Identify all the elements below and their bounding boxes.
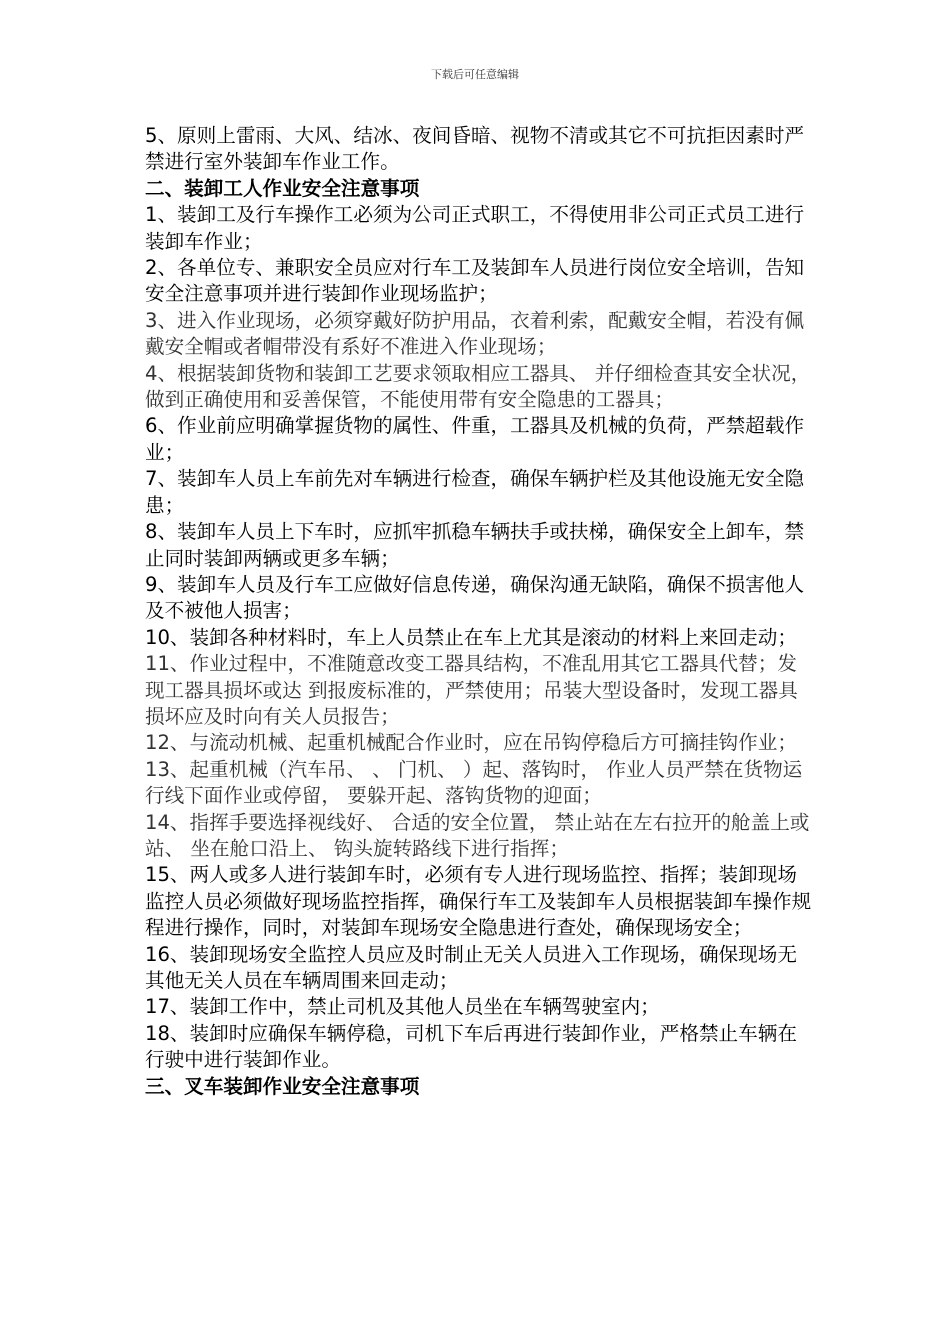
list-item-7: 7、装卸车人员上车前先对车辆进行检查，确保车辆护栏及其他设施无安全隐患； bbox=[145, 467, 805, 517]
list-item-6: 6、作业前应明确掌握货物的属性、件重，工器具及机械的负荷，严禁超载作业； bbox=[145, 414, 805, 464]
page-header: 下载后可任意编辑 bbox=[431, 68, 519, 81]
list-item-12: 12、与流动机械、起重机械配合作业时，应在吊钩停稳后方可摘挂钩作业； bbox=[145, 731, 797, 755]
document-body bbox=[145, 123, 815, 1100]
list-item-14: 14、指挥手要选择视线好、 合适的安全位置， 禁止站在左右拉开的舱盖上或站、 坐在舱口沿上、 钩头旋转路线下进行指挥； bbox=[145, 810, 810, 860]
section-heading-2: 二、装卸工人作业安全注意事项 bbox=[145, 176, 420, 200]
list-item-17: 17、装卸工作中，禁止司机及其他人员坐在车辆驾驶室内； bbox=[145, 995, 660, 1019]
list-item-15: 15、两人或多人进行装卸车时，必须有专人进行现场监控、指挥；装卸现场监控人员必须做好现场监控指挥，确保行车工及装卸车人员根据装卸车操作规程进行操作，同时，对装卸车现场安全隐患进行查处，确保现场安全； bbox=[145, 863, 812, 940]
list-item-3: 3、进入作业现场，必须穿戴好防护用品，衣着利索，配戴安全帽，若没有佩戴安全帽或者帽带没有系好不准进入作业现场； bbox=[145, 308, 805, 359]
list-item-11: 11、作业过程中，不准随意改变工器具结构，不准乱用其它工器具代替；发现工器具损坏或达 到报废标准的，严禁使用；吊装大型设备时，发现工器具损坏应及时向有关人员报告； bbox=[145, 652, 798, 728]
list-item-18: 18、装卸时应确保车辆停稳，司机下车后再进行装卸作业，严格禁止车辆在行驶中进行装卸作业。 bbox=[145, 1021, 797, 1072]
list-item-4: 4、根据装卸货物和装卸工艺要求领取相应工器具、 并仔细检查其安全状况， 做到正确使用和妥善保管，不能使用带有安全隐患的工器具； bbox=[145, 361, 811, 412]
list-item-9: 9、装卸车人员及行车工应做好信息传递，确保沟通无缺陷，确保不损害他人及不被他人损害； bbox=[145, 572, 805, 623]
list-item-1: 1、装卸工及行车操作工必须为公司正式职工，不得使用非公司正式员工进行装卸车作业； bbox=[145, 203, 805, 253]
list-item-8: 8、装卸车人员上下车时，应抓牢抓稳车辆扶手或扶梯，确保安全上卸车，禁止同时装卸两辆或更多车辆； bbox=[145, 520, 805, 570]
section-heading-3: 三、叉车装卸作业安全注意事项 bbox=[145, 1074, 420, 1098]
list-item-13: 13、起重机械（汽车吊、 、 门机、 ）起、落钩时， 作业人员严禁在货物运行线下面作业或停留， 要躲开起、落钩货物的迎面； bbox=[145, 757, 803, 808]
list-item-2: 2、各单位专、兼职安全员应对行车工及装卸车人员进行岗位安全培训，告知安全注意事项并进行装卸作业现场监护； bbox=[145, 256, 805, 306]
paragraph-item-5: 5、原则上雷雨、大风、结冰、夜间昏暗、视物不清或其它不可抗拒因素时严禁进行室外装卸车作业工作。 bbox=[145, 124, 805, 174]
list-item-16: 16、装卸现场安全监控人员应及时制止无关人员进入工作现场，确保现场无其他无关人员在车辆周围来回走动； bbox=[145, 942, 797, 992]
list-item-10: 10、装卸各种材料时，车上人员禁止在车上尤其是滚动的材料上来回走动； bbox=[145, 625, 797, 649]
